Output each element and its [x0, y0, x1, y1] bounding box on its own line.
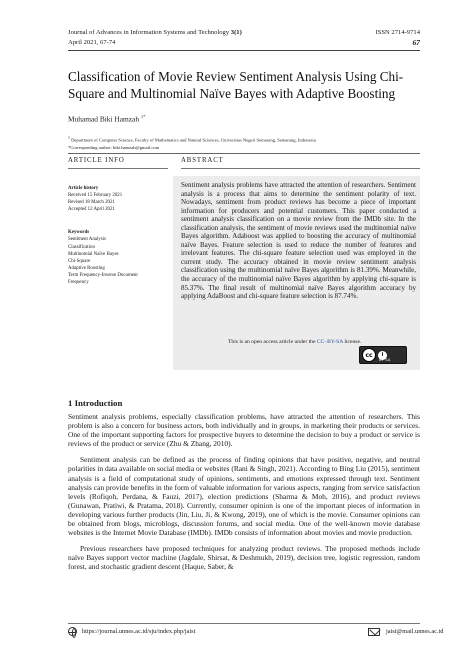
abstract-rule — [181, 168, 420, 169]
history-heading: Article history — [68, 186, 99, 191]
keyword: Chi-Square — [68, 258, 91, 264]
license-link[interactable]: CC–BY-SA — [316, 339, 343, 345]
keyword: Classification — [68, 244, 95, 250]
history-accepted: Accepted 12 April 2021 — [68, 207, 115, 213]
globe-icon — [68, 627, 77, 636]
author-superscript: 1* — [140, 114, 146, 119]
license-prefix: This is an open access article under the — [228, 339, 316, 345]
page-footer — [68, 627, 444, 637]
affiliation-line: Department of Computer Science, Faculty of Mathematics and Natural Sciences, Universitas Negeri Semarang, Semarang, Indonesia — [71, 137, 316, 143]
journal-url-link[interactable]: https://journal.unnes.ac.id/sju/index.php/jaist — [82, 627, 196, 635]
paper-title: Classification of Movie Review Sentiment Analysis Using Chi-Square and Multinomial Naïve Bayes with Adaptive Boosting — [68, 69, 404, 101]
article-info-heading: ARTICLE INFO — [68, 157, 125, 164]
mail-icon — [368, 628, 380, 636]
paragraph: Sentiment analysis can be defined as the process of finding opinions that have positive, negative, and neutral polarities in data available on social media or websites (Rani & Singh, 2021). According to Bing Liu (2015), sentiment analysis is a field of computational study of opinions, sentiments, and emotions expressed through text. Sentiment analysis can provide benefits in the form of valuable information for various aspects, ranging from service satisfaction levels (Rofiqoh, Perdana, & Fauzi, 2017), election predictions (Sharma & Moh, 2016), and product reviews (Gunawan, Pratiwi, & Pratama, 2018). Currently, consumer opinion is one of the important pieces of information in developing various further products (Jin, Liu, Ji, & Kwong, 2019), one of which is the movie. Consumer opinions can be obtained from blogs, microblogs, discussion forums, and social media. One of the well-known movie database websites is the Internet Movie Database (IMDb). IMDb consists of information about movies and movie production. — [68, 455, 420, 538]
affiliation — [68, 135, 428, 151]
journal-issn-block — [375, 28, 420, 47]
article-info-rule — [68, 168, 168, 169]
issn: ISSN 2714-9714 — [375, 29, 420, 36]
introduction-body — [68, 412, 420, 572]
journal-date-pages: April 2021, 67-74 — [68, 38, 116, 46]
cc-by-sa-badge[interactable] — [359, 346, 407, 364]
section-heading-introduction: 1 Introduction — [68, 398, 123, 408]
license-suffix: license. — [344, 339, 362, 345]
journal-name: Journal of Advances in Information Systems and Technology — [68, 29, 230, 36]
history-received: Received 15 February 2021 — [68, 193, 123, 199]
keyword: Sentiment Analysis — [68, 237, 106, 243]
author-name: Muhamad Biki Hamzah — [68, 114, 140, 124]
affiliation-superscript: 1 — [68, 136, 70, 140]
cc-icon: cc — [362, 348, 376, 362]
attribution-icon: i — [378, 351, 387, 360]
section-divider — [68, 153, 420, 154]
paragraph: Sentiment analysis problems, especially classification problems, have attracted the attention of researchers. This problem is also a concern for business actors, both individually and in groups, in marketing their products or services. One of the important supporting factors for prospective buyers to determine the decision to buy a product or service is reviews of the product or service (Zhu & Zhang, 2010). — [68, 412, 420, 449]
paragraph: Previous researchers have proposed techniques for analyzing product reviews. The proposed methods include naïve Bayes support vector machine (Jagdale, Shirsat, & Deshmukh, 2019), decision tree, logistic regression, random forest, and stochastic gradient descent (Haque, Saber, & — [68, 544, 420, 572]
keyword: Term Frequency-Inverse Document — [68, 272, 138, 278]
journal-volume: 3(1) — [230, 29, 242, 36]
abstract-heading: ABSTRACT — [181, 157, 224, 164]
license-statement — [228, 339, 361, 345]
keyword: Adaptive Boosting — [68, 265, 105, 271]
footer-rule — [68, 623, 420, 624]
header-rule — [68, 50, 420, 51]
corresponding-author: *Corresponding author: biki.hamzah@gmail.com — [68, 144, 160, 150]
keyword: Multinomial Naïve Bayes — [68, 251, 119, 257]
journal-email-link[interactable]: jaist@mail.unnes.ac.id — [386, 627, 444, 635]
journal-citation — [68, 28, 242, 47]
history-revised: Revised 18 March 2021 — [68, 200, 115, 206]
keywords-heading: Keywords — [68, 230, 90, 236]
article-info — [68, 185, 172, 286]
cc-badge-label: BY SA — [379, 358, 391, 362]
page-number: 67 — [412, 37, 420, 47]
keyword: Frequency — [68, 280, 89, 286]
author — [68, 114, 145, 123]
abstract-text: Sentiment analysis problems have attracted the attention of researchers. Sentiment analysis is a process that aims to determine the sentiment polarity of text. Nowadays, sentiment from product reviews has become a piece of important information for producers and potential customers. This paper conducted a sentiment analysis classification on a movie review from the IMDb site. In the classification analysis, the sentiment of movie reviews used the multinomial naïve Bayes algorithm. Adaboost was applied to boosting the accuracy of multinomial naïve Bayes. Feature selection is used to reduce the number of features and irrelevant features. The chi-square feature selection used was employed in the current study. The accuracy obtained in movie review sentiment analysis classification using the multinomial naïve Bayes algorithm is 81.39%. Meanwhile, the accuracy of the multinomial naïve Bayes algorithm by applying chi-square is 85.37%. The final result of multinomial naïve Bayes algorithm accuracy by applying AdaBoost and chi-square feature selection is 87.74%. — [181, 181, 416, 301]
